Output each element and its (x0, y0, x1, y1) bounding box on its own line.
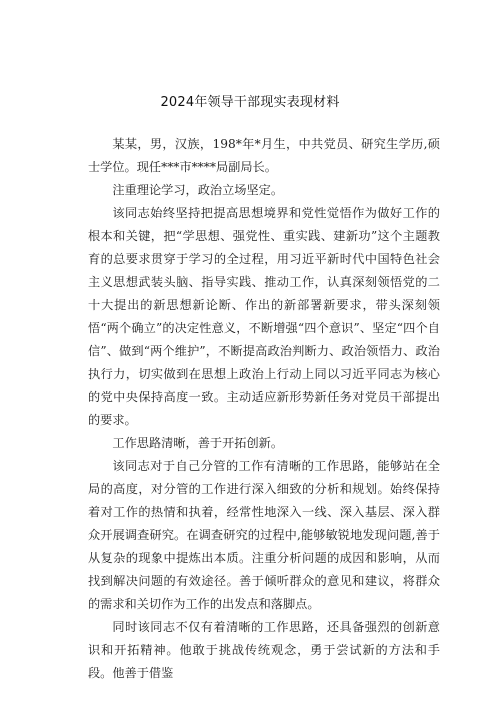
document-title: 2024年领导干部现实表现材料 (160, 95, 340, 110)
document-body (88, 133, 440, 685)
paragraph-heading-theory-study: 注重理论学习，政治立场坚定。 (112, 183, 284, 197)
paragraph-innovation: 同时该同志不仅有着清晰的工作思路，还具备强烈的创新意识和开拓精神。他敢于挑战传统观念，勇于尝试新的方法和手段。他善于借鉴 (88, 620, 440, 680)
paragraph-personal-info: 某某，男，汉族，198*年*月生，中共党员、研究生学历,硕士学位。现任***市****局副局长。 (88, 137, 440, 174)
paragraph-heading-work-approach: 工作思路清晰，善于开拓创新。 (112, 436, 284, 450)
paragraph-theory-study: 该同志始终坚持把提高思想境界和党性觉悟作为做好工作的根本和关键，把“学思想、强党性、重实践、建新功”这个主题教育的总要求贯穿于学习的全过程，用习近平新时代中国特色社会主义思想武装头脑、指导实践、推动工作，认真深刻领悟党的二十大提出的新思想新论断、作出的新部署新要求，带头深刻领悟“两个确立”的决定性意义，不断增强“四个意识”、坚定“四个自信”、做到“两个维护”，不断提高政治判断力、政治领悟力、政治执行力，切实做到在思想上政治上行动上同以习近平同志为核心的党中央保持高度一致。主动适应新形势新任务对党员干部提出的要求。 (88, 206, 440, 427)
paragraph-work-approach: 该同志对于自己分管的工作有清晰的工作思路，能够站在全局的高度，对分管的工作进行深入细致的分析和规划。始终保持着对工作的热情和执着，经常性地深入一线、深入基层、深入群众开展调查研究。在调查研究的过程中,能够敏锐地发现问题,善于从复杂的现象中提炼出本质。注重分析问题的成因和影响，从而找到解决问题的有效途径。善于倾听群众的意见和建议，将群众的需求和关切作为工作的出发点和落脚点。 (88, 459, 440, 611)
